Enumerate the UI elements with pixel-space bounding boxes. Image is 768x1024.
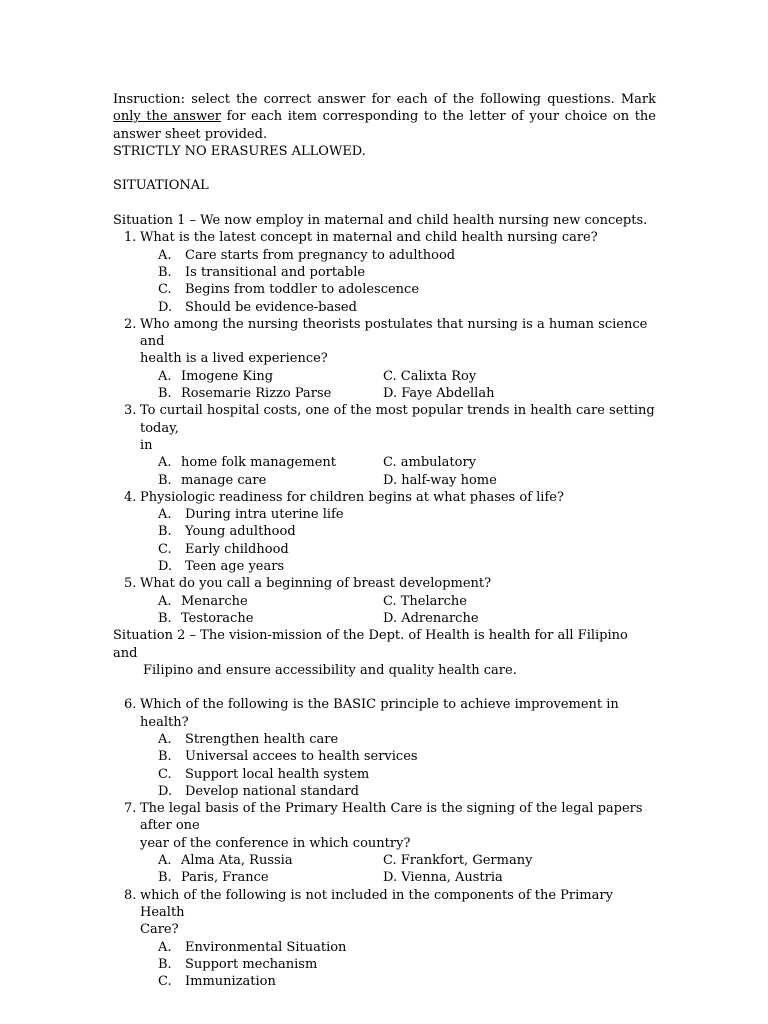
question-3 — [113, 402, 656, 454]
question-text-cont: health is a lived experience? — [140, 351, 328, 367]
question-text: Who among the nursing theorists postulates that nursing is a human science and — [140, 316, 648, 350]
question-text: To curtail hospital costs, one of the most popular trends in health care setting today, — [140, 403, 655, 436]
exam-document — [113, 91, 656, 990]
option-4c: C. Early childhood — [158, 541, 289, 557]
question-2 — [113, 316, 656, 368]
option-pair: A. home folk management C. ambulatory — [158, 455, 477, 471]
situation-2 — [113, 627, 656, 679]
question-number: 6. — [124, 697, 137, 713]
instruction-text-end: for each item corresponding to the letter of your choice on the answer sheet provided. — [113, 109, 656, 142]
option-pair: B. Testorache D. Adrenarche — [158, 610, 479, 626]
section-heading: SITUATIONAL — [113, 178, 209, 194]
option-1d: D. Should be evidence-based — [158, 299, 357, 315]
option-6c: C. Support local health system — [158, 766, 370, 782]
question-number: 3. — [124, 403, 137, 419]
question-6 — [113, 696, 656, 731]
option-1b: B. Is transitional and portable — [158, 264, 366, 280]
instruction-underlined: only the answer — [113, 109, 221, 125]
question-text: which of the following is not included in the components of the Primary Health — [140, 887, 613, 920]
option-4b: B. Young adulthood — [158, 524, 296, 540]
option-pair: A. Menarche C. Thelarche — [158, 593, 467, 609]
option-pair: A. Imogene King C. Calixta Roy — [158, 368, 477, 384]
option-pair: B. Rosemarie Rizzo Parse D. Faye Abdellah — [158, 386, 495, 402]
question-text: What do you call a beginning of breast development? — [140, 576, 492, 592]
question-text: Which of the following is the BASIC principle to achieve improvement in health? — [140, 697, 619, 730]
option-pair: B. Paris, France D. Vienna, Austria — [158, 870, 503, 886]
question-text-cont: year of the conference in which country? — [140, 835, 411, 851]
question-8 — [113, 887, 656, 939]
option-4d: D. Teen age years — [158, 559, 285, 575]
question-text: Physiologic readiness for children begins at what phases of life? — [140, 489, 564, 505]
option-8c: C. Immunization — [158, 974, 276, 990]
question-5 — [113, 575, 656, 592]
option-1a: A. Care starts from pregnancy to adulthood — [158, 247, 456, 263]
option-8a: A. Environmental Situation — [158, 939, 347, 955]
question-text: The legal basis of the Primary Health Care is the signing of the legal papers after one — [140, 801, 643, 834]
question-number: 7. — [124, 801, 137, 817]
option-1c: C. Begins from toddler to adolescence — [158, 282, 420, 298]
question-4 — [113, 489, 656, 506]
situation-1: Situation 1 – We now employ in maternal and child health nursing new concepts. — [113, 213, 648, 229]
option-6a: A. Strengthen health care — [158, 731, 339, 747]
situation-text-cont: Filipino and ensure accessibility and quality health care. — [143, 662, 517, 678]
instruction-paragraph — [113, 91, 656, 143]
option-6b: B. Universal accees to health services — [158, 749, 418, 765]
question-number: 2. — [124, 316, 137, 332]
option-pair: A. Alma Ata, Russia C. Frankfort, Germany — [158, 853, 533, 869]
question-number: 1. — [124, 230, 137, 246]
question-text-cont: in — [140, 437, 153, 453]
question-number: 8. — [124, 887, 137, 903]
question-7 — [113, 800, 656, 852]
situation-text: Situation 2 – The vision-mission of the Dept. of Health is health for all Filipino and — [113, 628, 628, 661]
instruction-text: Insruction: select the correct answer for each of the following questions. Mark — [113, 92, 656, 107]
option-pair: B. manage care D. half-way home — [158, 472, 497, 488]
option-8b: B. Support mechanism — [158, 956, 318, 972]
question-number: 5. — [124, 576, 137, 592]
question-text-cont: Care? — [140, 922, 179, 938]
option-6d: D. Develop national standard — [158, 783, 359, 799]
strict-notice: STRICTLY NO ERASURES ALLOWED. — [113, 143, 366, 159]
option-4a: A. During intra uterine life — [158, 507, 344, 523]
question-number: 4. — [124, 489, 137, 505]
question-text: What is the latest concept in maternal and child health nursing care? — [140, 230, 598, 246]
question-1 — [113, 229, 656, 246]
